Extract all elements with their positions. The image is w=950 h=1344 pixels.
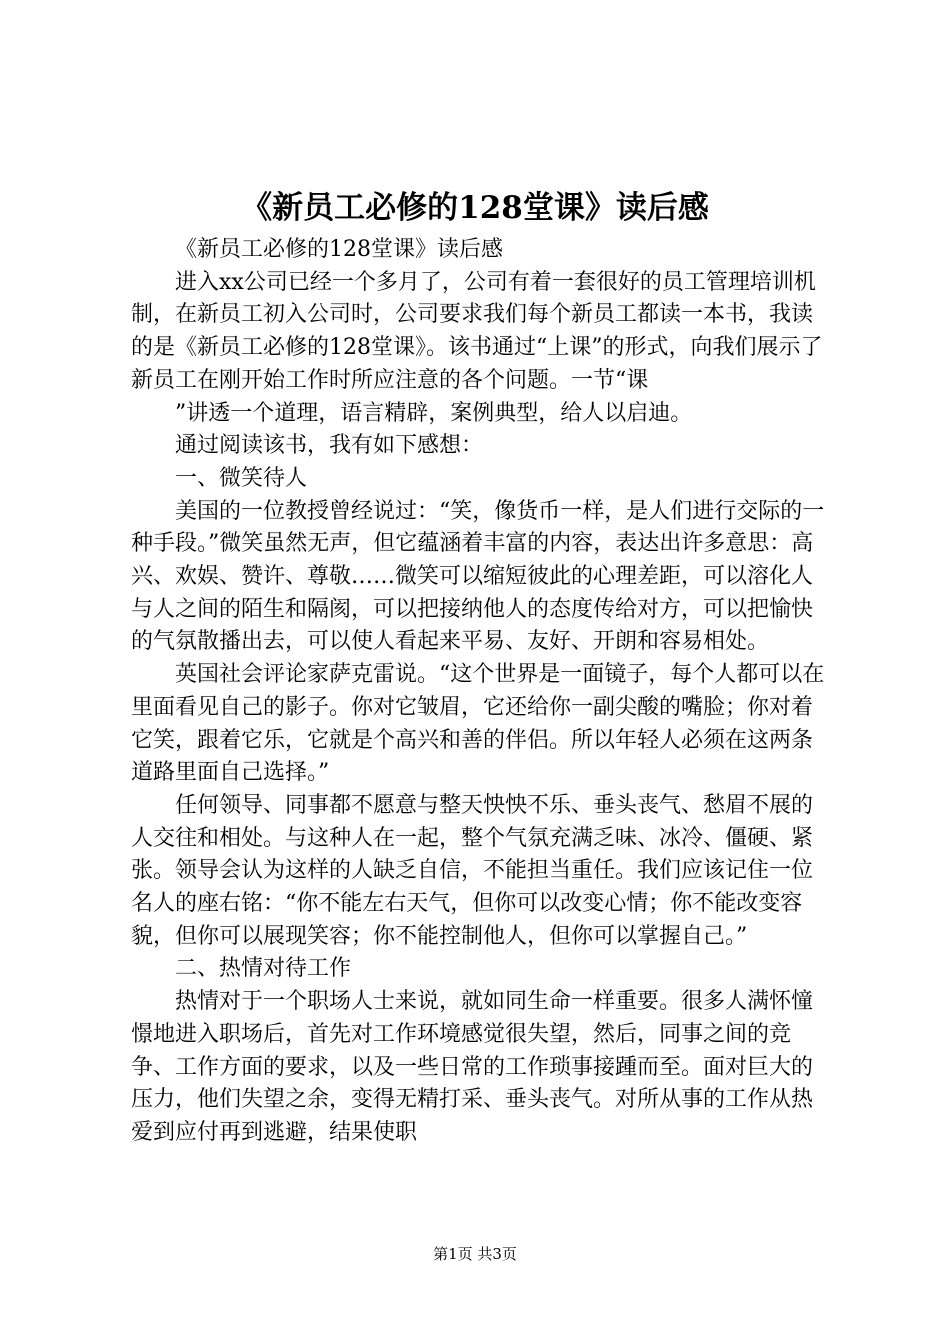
section-heading-enthusiasm: 二、热情对待工作 <box>175 956 352 982</box>
paragraph-motto: 任何领导、同事都不愿意与整天怏怏不乐、垂头丧气、愁眉不展的人交往和相处。与这种人在一起，整个气氛充满乏味、冰冷、僵硬、紧张。领导会认为这样的人缺乏自信，不能担当重任。我们应该记住一位名人的座右铭：“你不能左右天气，但你可以改变心情；你不能改变容貌，但你可以展现笑容；你不能控制他人，但你可以掌握自己。” <box>131 792 814 949</box>
paragraph-intro-continued: ”讲透一个道理，语言精辟，案例典型，给人以启迪。 <box>175 400 693 426</box>
document-body <box>131 234 831 1150</box>
document-title: 《新员工必修的128堂课》读后感 <box>241 190 709 226</box>
paragraph-intro: 进入xx公司已经一个多月了，公司有着一套很好的员工管理培训机制，在新员工初入公司时，公司要求我们每个新员工都读一本书，我读的是《新员工必修的128堂课》。该书通过“上课”的形式，向我们展示了新员工在刚开始工作时所应注意的各个问题。一节“课 <box>131 269 823 393</box>
paragraph-smile-quote: 美国的一位教授曾经说过：“笑，像货币一样，是人们进行交际的一种手段。”微笑虽然无声，但它蕴涵着丰富的内容，表达出许多意思：高兴、欢娱、赞许、尊敬……微笑可以缩短彼此的心理差距，可以溶化人与人之间的陌生和隔阂，可以把接纳他人的态度传给对方，可以把愉快的气氛散播出去，可以使人看起来平易、友好、开朗和容易相处。 <box>131 498 825 655</box>
page-footer: 第1页 共3页 <box>433 1245 517 1263</box>
paragraph-enthusiasm: 热情对于一个职场人士来说，就如同生命一样重要。很多人满怀憧憬地进入职场后，首先对工作环境感觉很失望，然后，同事之间的竞争、工作方面的要求，以及一些日常的工作琐事接踵而至。面对巨大的压力，他们失望之余，变得无精打采、垂头丧气。对所从事的工作从热爱到应付再到逃避，结果使职 <box>131 989 814 1145</box>
paragraph-subtitle: 《新员工必修的128堂课》读后感 <box>175 237 503 262</box>
paragraph-thackeray-quote: 英国社会评论家萨克雷说。“这个世界是一面镜子，每个人都可以在里面看见自己的影子。你对它皱眉，它还给你一副尖酸的嘴脸；你对着它笑，跟着它乐，它就是个高兴和善的伴侣。所以年轻人必须在这两条道路里面自己选择。” <box>131 662 825 786</box>
section-heading-smile: 一、微笑待人 <box>175 465 308 491</box>
paragraph-feelings: 通过阅读该书，我有如下感想： <box>175 433 484 459</box>
